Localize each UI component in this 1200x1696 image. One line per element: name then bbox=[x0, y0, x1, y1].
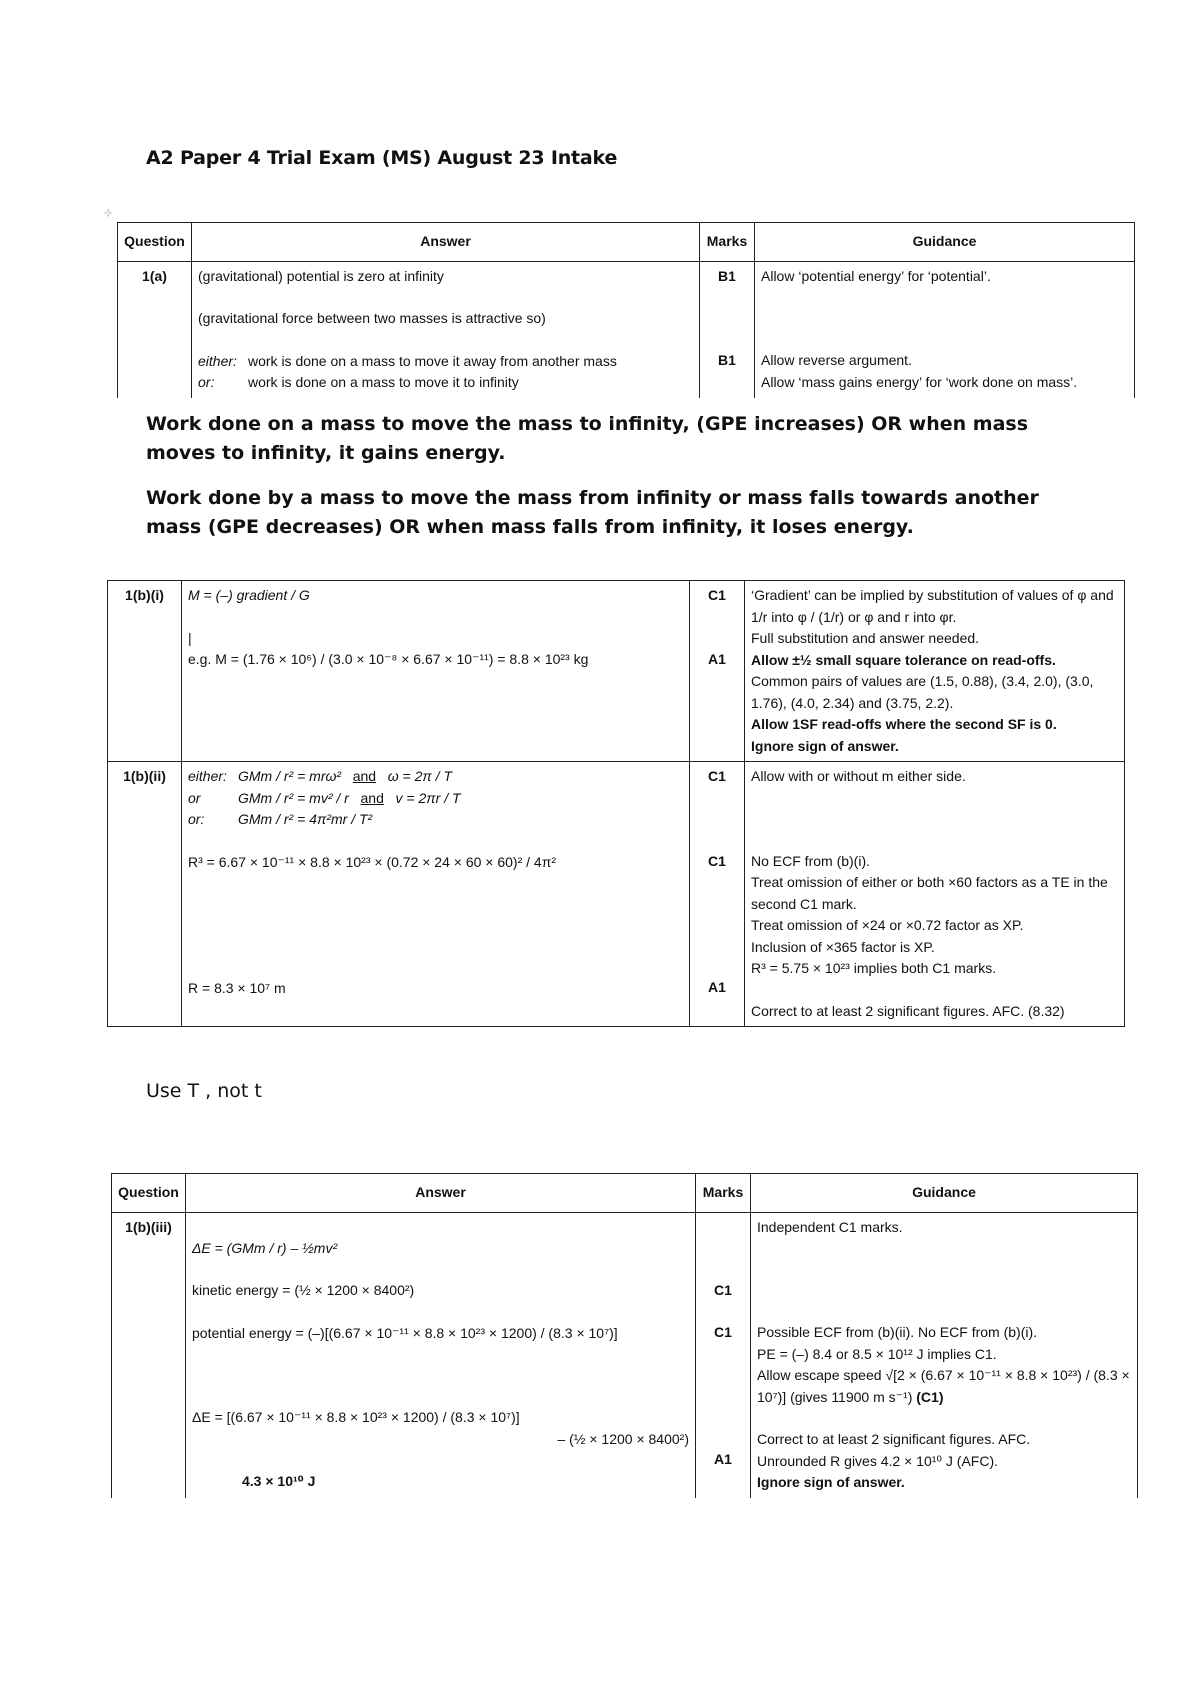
equation: ω = 2π / T bbox=[387, 768, 453, 784]
student-note-2: Work done by a mass to move the mass from infinity or mass falls towards another mass (GPE decreases) OR when mass falls from infinity, it loses energy. bbox=[146, 487, 1039, 538]
header-guidance: Guidance bbox=[751, 1174, 1138, 1213]
mark: C1 bbox=[708, 852, 726, 869]
guidance-line: ‘Gradient’ can be implied by substitution of values of φ and 1/r into φ / (1/r) or φ and r into φr. bbox=[751, 587, 1114, 625]
header-question: Question bbox=[118, 223, 192, 262]
or-label: or: bbox=[198, 374, 215, 390]
guidance-line: Allow ‘mass gains energy’ for ‘work done on mass’. bbox=[761, 373, 1078, 390]
guidance-line bbox=[757, 1365, 1131, 1408]
marks-cell bbox=[690, 581, 745, 762]
marks-cell bbox=[696, 1212, 751, 1498]
table-row bbox=[112, 1212, 1138, 1498]
guidance-line: Ignore sign of answer. bbox=[757, 1474, 905, 1490]
answer-line: kinetic energy = (½ × 1200 × 8400²) bbox=[192, 1282, 415, 1298]
student-note-1: Work done on a mass to move the mass to infinity, (GPE increases) OR when mass moves to infinity, it gains energy. bbox=[146, 413, 1029, 464]
table-anchor-icon: ⊹ bbox=[104, 208, 113, 219]
question-number: 1(b)(i) bbox=[108, 581, 182, 762]
table-header-row bbox=[112, 1174, 1138, 1213]
answer-line bbox=[188, 809, 683, 831]
table-row bbox=[108, 581, 1125, 762]
use-t-note: Use T , not t bbox=[146, 1080, 262, 1102]
guidance-line: Common pairs of values are (1.5, 0.88), (3.4, 2.0), (3.0, 1.76), (4.0, 2.34) and (3.75, 2.2). bbox=[751, 673, 1094, 711]
header-marks: Marks bbox=[696, 1174, 751, 1213]
final-answer: 4.3 × 10¹⁰ J bbox=[242, 1473, 316, 1489]
mark: B1 bbox=[718, 352, 736, 368]
header-answer: Answer bbox=[186, 1174, 696, 1213]
mark: C1 bbox=[708, 587, 726, 603]
answer-cell bbox=[182, 762, 690, 1027]
mark: C1 bbox=[708, 768, 726, 784]
or-label: or: bbox=[188, 811, 205, 827]
either-label: either: bbox=[188, 768, 227, 784]
answer-line: (gravitational) potential is zero at infinity bbox=[198, 267, 444, 284]
answer-line: R³ = 6.67 × 10⁻¹¹ × 8.8 × 10²³ × (0.72 × 24 × 60 × 60)² / 4π² bbox=[188, 853, 557, 870]
guidance-cell bbox=[745, 762, 1125, 1027]
guidance-line: Independent C1 marks. bbox=[757, 1218, 903, 1235]
answer-line bbox=[198, 351, 693, 373]
guidance-line: Allow with or without m either side. bbox=[751, 768, 966, 784]
text-cursor: | bbox=[188, 629, 192, 646]
guidance-line: Correct to at least 2 significant figures. AFC. bbox=[757, 1431, 1031, 1447]
equation: GMm / r² = 4π²mr / T² bbox=[238, 811, 373, 827]
and-label: and bbox=[352, 768, 377, 784]
answer-line: – (½ × 1200 × 8400²) bbox=[557, 1430, 689, 1447]
either-label: either: bbox=[198, 352, 237, 369]
header-question: Question bbox=[112, 1174, 186, 1213]
equation: GMm / r² = mrω² bbox=[238, 768, 342, 784]
question-number: 1(a) bbox=[118, 261, 192, 398]
header-marks: Marks bbox=[700, 223, 755, 262]
guidance-cell bbox=[745, 581, 1125, 762]
answer-line bbox=[188, 788, 683, 810]
marks-cell bbox=[690, 762, 745, 1027]
mark: C1 bbox=[714, 1324, 732, 1340]
guidance-line: Treat omission of ×24 or ×0.72 factor as XP. bbox=[751, 917, 1024, 933]
answer-line: M = (–) gradient / G bbox=[188, 587, 310, 603]
mark: A1 bbox=[714, 1450, 732, 1467]
equation: v = 2πr / T bbox=[395, 789, 461, 806]
guidance-line: Unrounded R gives 4.2 × 10¹⁰ J (AFC). bbox=[757, 1452, 998, 1469]
table-row bbox=[118, 261, 1135, 398]
escape-speed-mark: (C1) bbox=[916, 1388, 944, 1405]
question-number: 1(b)(ii) bbox=[108, 762, 182, 1027]
or-label: or bbox=[188, 789, 201, 806]
answer-line: potential energy = (–)[(6.67 × 10⁻¹¹ × 8.8 × 10²³ × 1200) / (8.3 × 10⁷)] bbox=[192, 1324, 618, 1341]
mark-scheme-table-1 bbox=[117, 222, 1135, 398]
guidance-line: Allow 1SF read-offs where the second SF is 0. bbox=[751, 716, 1057, 732]
answer-line: ΔE = [(6.67 × 10⁻¹¹ × 8.8 × 10²³ × 1200) / (8.3 × 10⁷)] bbox=[192, 1409, 520, 1425]
answer-line bbox=[198, 372, 693, 394]
answer-line: (gravitational force between two masses is attractive so) bbox=[198, 310, 546, 326]
answer-cell bbox=[192, 261, 700, 398]
header-guidance: Guidance bbox=[755, 223, 1135, 262]
guidance-line: Correct to at least 2 significant figures. AFC. (8.32) bbox=[751, 1002, 1065, 1019]
and-label: and bbox=[360, 789, 384, 806]
guidance-line: Possible ECF from (b)(ii). No ECF from (b)(i). bbox=[757, 1324, 1038, 1340]
mark: C1 bbox=[714, 1281, 732, 1298]
either-text: work is done on a mass to move it away from another mass bbox=[248, 352, 617, 369]
marks-cell bbox=[700, 261, 755, 398]
guidance-line: Allow ‘potential energy’ for ‘potential’. bbox=[761, 267, 991, 284]
equation: GMm / r² = mv² / r bbox=[238, 789, 349, 806]
mark: B1 bbox=[718, 267, 736, 284]
answer-cell bbox=[186, 1212, 696, 1498]
answer-line: e.g. M = (1.76 × 10⁶) / (3.0 × 10⁻⁸ × 6.67 × 10⁻¹¹) = 8.8 × 10²³ kg bbox=[188, 651, 589, 667]
question-number: 1(b)(iii) bbox=[112, 1212, 186, 1498]
mark: A1 bbox=[708, 979, 726, 995]
mark: A1 bbox=[708, 650, 726, 667]
mark-scheme-table-2 bbox=[107, 580, 1125, 1027]
guidance-line: R³ = 5.75 × 10²³ implies both C1 marks. bbox=[751, 960, 997, 976]
mark-scheme-table-3 bbox=[111, 1173, 1138, 1498]
page-title: A2 Paper 4 Trial Exam (MS) August 23 Intake bbox=[146, 147, 618, 169]
guidance-line: Inclusion of ×365 factor is XP. bbox=[751, 938, 935, 955]
table-header-row bbox=[118, 223, 1135, 262]
guidance-line: Treat omission of either or both ×60 factors as a TE in the second C1 mark. bbox=[751, 874, 1108, 912]
answer-line bbox=[188, 766, 683, 788]
answer-line: R = 8.3 × 10⁷ m bbox=[188, 980, 286, 996]
table-row bbox=[108, 762, 1125, 1027]
guidance-cell bbox=[751, 1212, 1138, 1498]
escape-speed-text: Allow escape speed √[2 × (6.67 × 10⁻¹¹ × 8.8 × 10²³) / (8.3 × 10⁷)] (gives 11900 m s⁻¹) bbox=[757, 1367, 1130, 1405]
guidance-line: Allow reverse argument. bbox=[761, 352, 912, 368]
answer-line: ΔE = (GMm / r) – ½mv² bbox=[192, 1239, 338, 1256]
guidance-line: Allow ±½ small square tolerance on read-offs. bbox=[751, 651, 1056, 668]
answer-cell bbox=[182, 581, 690, 762]
guidance-line: Ignore sign of answer. bbox=[751, 737, 899, 754]
header-answer: Answer bbox=[192, 223, 700, 262]
or-text: work is done on a mass to move it to infinity bbox=[248, 374, 519, 390]
guidance-line: No ECF from (b)(i). bbox=[751, 852, 870, 869]
guidance-line: PE = (–) 8.4 or 8.5 × 10¹² J implies C1. bbox=[757, 1345, 997, 1362]
guidance-cell bbox=[755, 261, 1135, 398]
guidance-line: Full substitution and answer needed. bbox=[751, 630, 980, 646]
